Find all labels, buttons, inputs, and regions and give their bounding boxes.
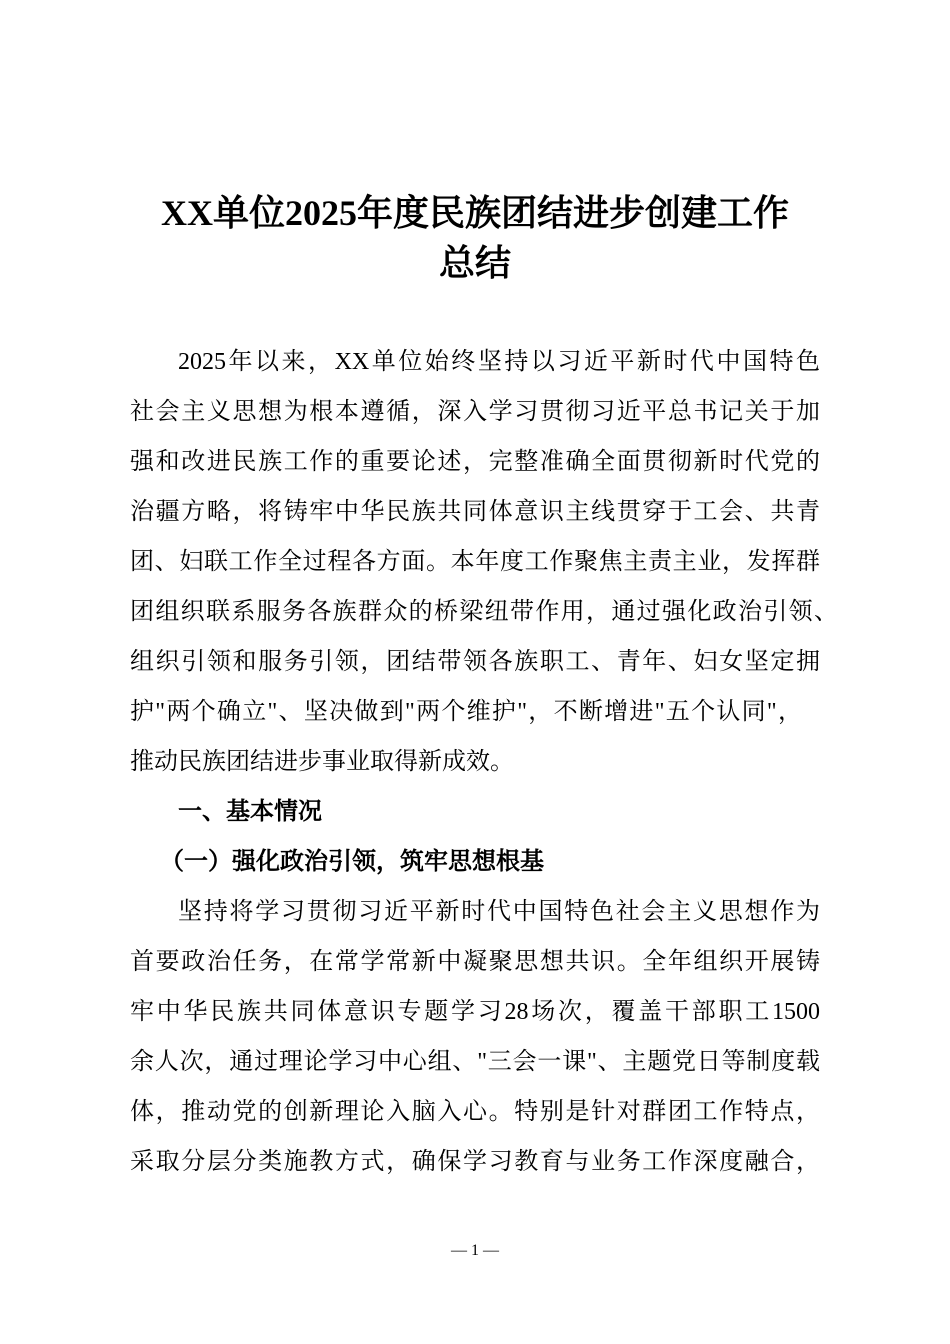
text-line: 坚持将学习贯彻习近平新时代中国特色社会主义思想作为	[178, 899, 820, 925]
text-line: 组织引领和服务引领，团结带领各族职工、青年、妇女坚定拥	[130, 649, 820, 675]
text-line: 体，推动党的创新理论入脑入心。特别是针对群团工作特点，	[130, 1099, 820, 1125]
text-line: 牢中华民族共同体意识专题学习28场次，覆盖干部职工1500	[130, 999, 820, 1025]
text-line: 社会主义思想为根本遵循，深入学习贯彻习近平总书记关于加	[130, 399, 820, 425]
text-line: 推动民族团结进步事业取得新成效。	[130, 749, 514, 775]
text-line: 余人次，通过理论学习中心组、"三会一课"、主题党日等制度载	[130, 1049, 820, 1075]
text-line: 首要政治任务，在常学常新中凝聚思想共识。全年组织开展铸	[130, 949, 820, 975]
text-line: 治疆方略，将铸牢中华民族共同体意识主线贯穿于工会、共青	[130, 499, 820, 525]
text-line: 2025年以来，XX单位始终坚持以习近平新时代中国特色	[178, 349, 820, 375]
document-title-line-1: XX单位2025年度民族团结进步创建工作	[161, 193, 789, 233]
text-line: 强和改进民族工作的重要论述，完整准确全面贯彻新时代党的	[130, 449, 820, 475]
page-number: — 1 —	[451, 1242, 499, 1259]
text-line: 护"两个确立"、坚决做到"两个维护"，不断增进"五个认同"，	[130, 699, 802, 725]
document-title-line-2: 总结	[438, 243, 511, 283]
subsection-heading: （一）强化政治引领，筑牢思想根基	[160, 849, 544, 875]
text-line: 团组织联系服务各族群众的桥梁纽带作用，通过强化政治引领、	[130, 599, 838, 625]
section-heading: 一、基本情况	[178, 799, 322, 825]
text-line: 团、妇联工作全过程各方面。本年度工作聚焦主责主业，发挥群	[130, 549, 820, 575]
text-line: 采取分层分类施教方式，确保学习教育与业务工作深度融合，	[130, 1149, 820, 1175]
